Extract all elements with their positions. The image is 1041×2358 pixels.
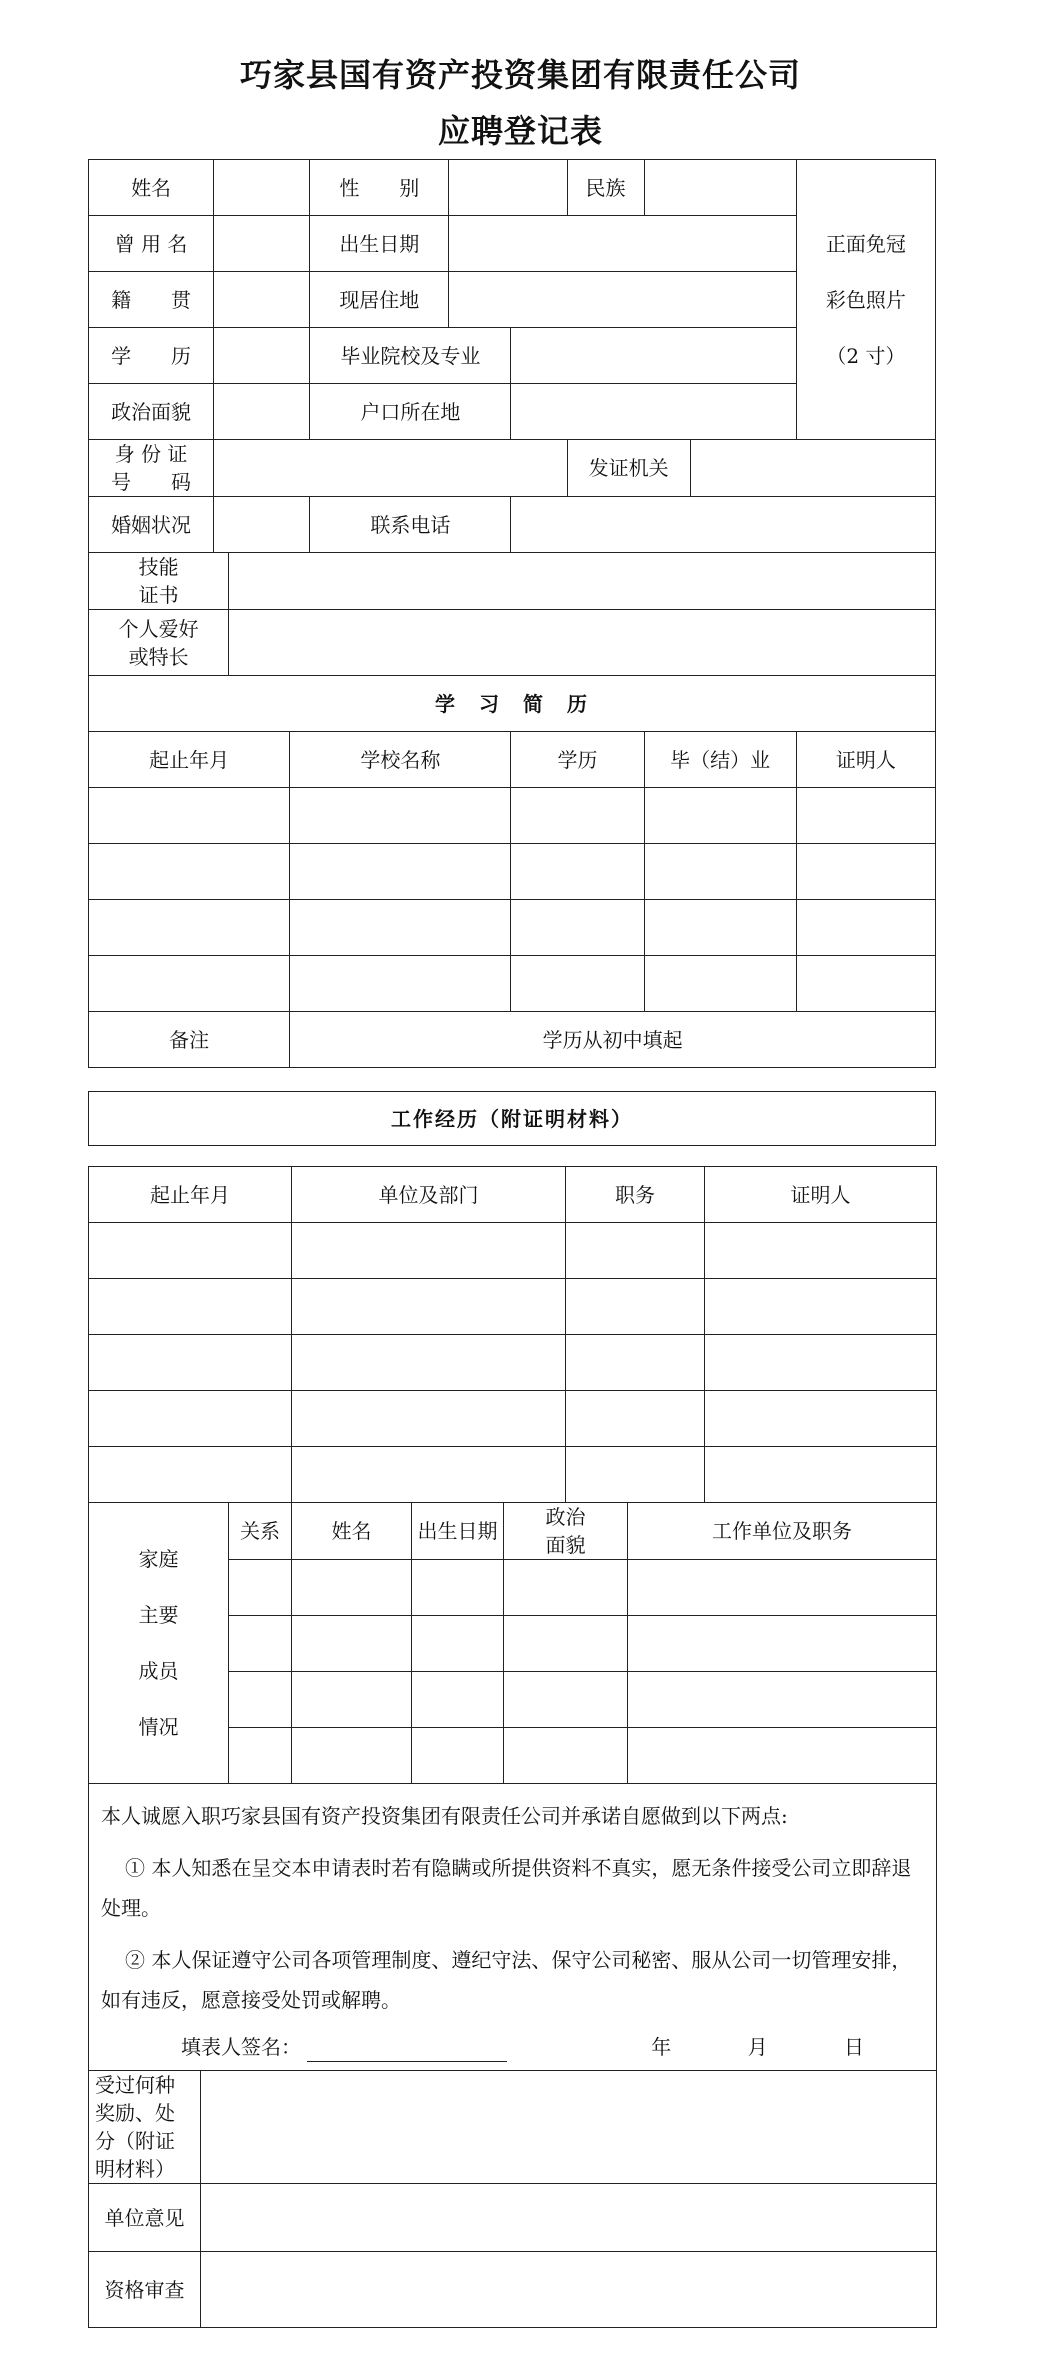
ethnicity-field[interactable] — [644, 160, 796, 216]
awards-label: 受过何种奖励、处分（附证明材料） — [89, 2071, 201, 2184]
qualification-label: 资格审查 — [89, 2252, 201, 2328]
work-cell[interactable] — [89, 1335, 292, 1391]
study-cell[interactable] — [290, 844, 511, 900]
family-cell[interactable] — [504, 1616, 628, 1672]
family-cell[interactable] — [229, 1616, 292, 1672]
unit-opinion-field[interactable] — [201, 2184, 937, 2252]
study-cell[interactable] — [796, 788, 935, 844]
political-status-label: 政治面貌 — [89, 384, 214, 440]
family-label-1: 家庭 — [138, 1547, 179, 1571]
study-cell[interactable] — [290, 788, 511, 844]
study-cell[interactable] — [796, 956, 935, 1012]
study-col-degree: 学历 — [511, 732, 644, 788]
id-number-label-2: 号 码 — [111, 470, 192, 494]
family-cell[interactable] — [412, 1672, 504, 1728]
unit-opinion-label: 单位意见 — [89, 2184, 201, 2252]
photo-note-3: （2 寸） — [826, 343, 906, 368]
date-block — [581, 2032, 864, 2062]
work-cell[interactable] — [292, 1391, 566, 1447]
table-row — [89, 844, 936, 900]
family-cell[interactable] — [229, 1560, 292, 1616]
work-cell[interactable] — [566, 1335, 705, 1391]
education-label: 学 历 — [89, 328, 214, 384]
table-row — [89, 1279, 937, 1335]
residence-field[interactable] — [449, 272, 796, 328]
date-year: 年 — [651, 2035, 672, 2059]
family-cell[interactable] — [504, 1560, 628, 1616]
work-cell[interactable] — [89, 1447, 292, 1503]
pledge-section — [89, 1784, 937, 2071]
family-col-political — [504, 1503, 628, 1560]
work-cell[interactable] — [89, 1279, 292, 1335]
awards-field[interactable] — [201, 2071, 937, 2184]
skills-label — [89, 553, 229, 610]
study-col-graduation: 毕（结）业 — [644, 732, 796, 788]
study-cell[interactable] — [89, 956, 290, 1012]
family-cell[interactable] — [229, 1728, 292, 1784]
gender-label: 性 别 — [310, 160, 449, 216]
issuing-authority-label: 发证机关 — [567, 440, 690, 497]
study-col-reference: 证明人 — [796, 732, 935, 788]
work-col-period: 起止年月 — [89, 1167, 292, 1223]
birth-date-label: 出生日期 — [310, 216, 449, 272]
form-company-title: 巧家县国有资产投资集团有限责任公司 — [239, 56, 801, 94]
study-cell[interactable] — [511, 900, 644, 956]
issuing-authority-field[interactable] — [690, 440, 935, 497]
work-cell[interactable] — [89, 1391, 292, 1447]
signature-line[interactable] — [307, 2037, 507, 2062]
study-cell[interactable] — [644, 844, 796, 900]
date-day: 日 — [844, 2035, 864, 2059]
pledge-item-1: ① 本人知悉在呈交本申请表时若有隐瞒或所提供资料不真实，愿无条件接受公司立即辞退处理。 — [101, 1856, 912, 1920]
signature-block — [181, 2032, 507, 2062]
former-name-label: 曾 用 名 — [89, 216, 214, 272]
school-major-field[interactable] — [511, 328, 796, 384]
table-row — [89, 956, 936, 1012]
study-col-school: 学校名称 — [290, 732, 511, 788]
work-cell[interactable] — [566, 1279, 705, 1335]
study-cell[interactable] — [511, 788, 644, 844]
work-family-table — [88, 1166, 937, 2328]
photo-note-2: 彩色照片 — [825, 287, 906, 312]
study-cell[interactable] — [644, 956, 796, 1012]
study-cell[interactable] — [644, 900, 796, 956]
family-cell[interactable] — [292, 1672, 412, 1728]
hobbies-field[interactable] — [229, 610, 936, 676]
native-place-label: 籍 贯 — [89, 272, 214, 328]
family-cell[interactable] — [628, 1616, 937, 1672]
photo-note-1: 正面免冠 — [825, 231, 906, 256]
signature-label: 填表人签名： — [181, 2035, 301, 2059]
ethnicity-label: 民族 — [567, 160, 644, 216]
qualification-field[interactable] — [201, 2252, 937, 2328]
native-place-field[interactable] — [214, 272, 310, 328]
id-number-field[interactable] — [214, 440, 567, 497]
study-note-label: 备注 — [89, 1012, 290, 1068]
family-cell[interactable] — [628, 1560, 937, 1616]
hobbies-label — [89, 610, 229, 676]
pledge-intro: 本人诚愿入职巧家县国有资产投资集团有限责任公司并承诺自愿做到以下两点: — [101, 1804, 788, 1828]
family-cell[interactable] — [292, 1616, 412, 1672]
family-cell[interactable] — [412, 1616, 504, 1672]
skills-label-1: 技能 — [138, 555, 179, 579]
work-cell[interactable] — [566, 1391, 705, 1447]
study-cell[interactable] — [796, 900, 935, 956]
work-cell[interactable] — [292, 1447, 566, 1503]
id-number-label — [89, 440, 214, 497]
photo-box — [796, 160, 935, 440]
family-cell[interactable] — [628, 1728, 937, 1784]
work-cell[interactable] — [89, 1223, 292, 1279]
study-history-heading: 学 习 简 历 — [89, 676, 936, 732]
date-month: 月 — [747, 2035, 768, 2059]
family-label — [89, 1503, 229, 1784]
family-col-birth: 出生日期 — [412, 1503, 504, 1560]
former-name-field[interactable] — [214, 216, 310, 272]
work-cell[interactable] — [292, 1223, 566, 1279]
work-col-reference: 证明人 — [705, 1167, 937, 1223]
birth-date-field[interactable] — [449, 216, 796, 272]
study-cell[interactable] — [511, 956, 644, 1012]
work-cell[interactable] — [705, 1391, 937, 1447]
gender-field[interactable] — [449, 160, 567, 216]
table-row — [89, 1223, 937, 1279]
family-cell[interactable] — [504, 1728, 628, 1784]
study-cell[interactable] — [89, 844, 290, 900]
work-cell[interactable] — [705, 1279, 937, 1335]
study-cell[interactable] — [290, 900, 511, 956]
table-row — [89, 1335, 937, 1391]
phone-field[interactable] — [511, 497, 936, 553]
study-note-text: 学历从初中填起 — [290, 1012, 936, 1068]
work-cell[interactable] — [292, 1335, 566, 1391]
family-cell[interactable] — [292, 1728, 412, 1784]
name-label: 姓名 — [89, 160, 214, 216]
study-cell[interactable] — [290, 956, 511, 1012]
phone-label: 联系电话 — [310, 497, 511, 553]
family-cell[interactable] — [412, 1560, 504, 1616]
pledge-item-2: ② 本人保证遵守公司各项管理制度、遵纪守法、保守公司秘密、服从公司一切管理安排，如有违反，愿意接受处罚或解聘。 — [101, 1948, 912, 2012]
basic-info-table — [88, 159, 936, 1068]
residence-label: 现居住地 — [310, 272, 449, 328]
family-label-3: 成员 — [138, 1659, 179, 1683]
family-label-4: 情况 — [138, 1715, 179, 1739]
family-cell[interactable] — [412, 1728, 504, 1784]
hobbies-label-1: 个人爱好 — [118, 616, 199, 641]
study-cell[interactable] — [89, 900, 290, 956]
table-row — [89, 788, 936, 844]
skills-field[interactable] — [229, 553, 936, 610]
form-title: 应聘登记表 — [437, 112, 603, 150]
work-history-heading: 工作经历（附证明材料） — [89, 1092, 936, 1146]
table-row — [89, 1391, 937, 1447]
family-label-2: 主要 — [138, 1603, 179, 1627]
work-cell[interactable] — [705, 1223, 937, 1279]
name-field[interactable] — [214, 160, 310, 216]
family-col-relation: 关系 — [229, 1503, 292, 1560]
study-cell[interactable] — [644, 788, 796, 844]
study-col-period: 起止年月 — [89, 732, 290, 788]
work-col-position: 职务 — [566, 1167, 705, 1223]
study-cell[interactable] — [89, 788, 290, 844]
family-col-political-2: 面貌 — [545, 1533, 586, 1557]
family-cell[interactable] — [292, 1560, 412, 1616]
signature-row — [101, 2032, 924, 2070]
family-col-name: 姓名 — [292, 1503, 412, 1560]
work-cell[interactable] — [705, 1335, 937, 1391]
study-cell[interactable] — [511, 844, 644, 900]
family-cell[interactable] — [628, 1672, 937, 1728]
hukou-label: 户口所在地 — [310, 384, 511, 440]
work-cell[interactable] — [566, 1223, 705, 1279]
study-cell[interactable] — [796, 844, 935, 900]
political-status-field[interactable] — [214, 384, 310, 440]
work-cell[interactable] — [292, 1279, 566, 1335]
family-col-political-1: 政治 — [545, 1505, 586, 1529]
work-heading-table — [88, 1091, 936, 1146]
skills-label-2: 证书 — [138, 583, 179, 607]
hukou-field[interactable] — [511, 384, 796, 440]
work-cell[interactable] — [566, 1447, 705, 1503]
table-row — [89, 900, 936, 956]
hobbies-label-2: 或特长 — [128, 644, 189, 669]
marital-status-field[interactable] — [214, 497, 310, 553]
work-cell[interactable] — [705, 1447, 937, 1503]
family-col-employer: 工作单位及职务 — [628, 1503, 937, 1560]
table-row — [89, 1447, 937, 1503]
family-cell[interactable] — [229, 1672, 292, 1728]
school-major-label: 毕业院校及专业 — [310, 328, 511, 384]
id-number-label-1: 身 份 证 — [114, 442, 188, 466]
family-cell[interactable] — [504, 1672, 628, 1728]
work-col-unit: 单位及部门 — [292, 1167, 566, 1223]
marital-status-label: 婚姻状况 — [89, 497, 214, 553]
education-field[interactable] — [214, 328, 310, 384]
